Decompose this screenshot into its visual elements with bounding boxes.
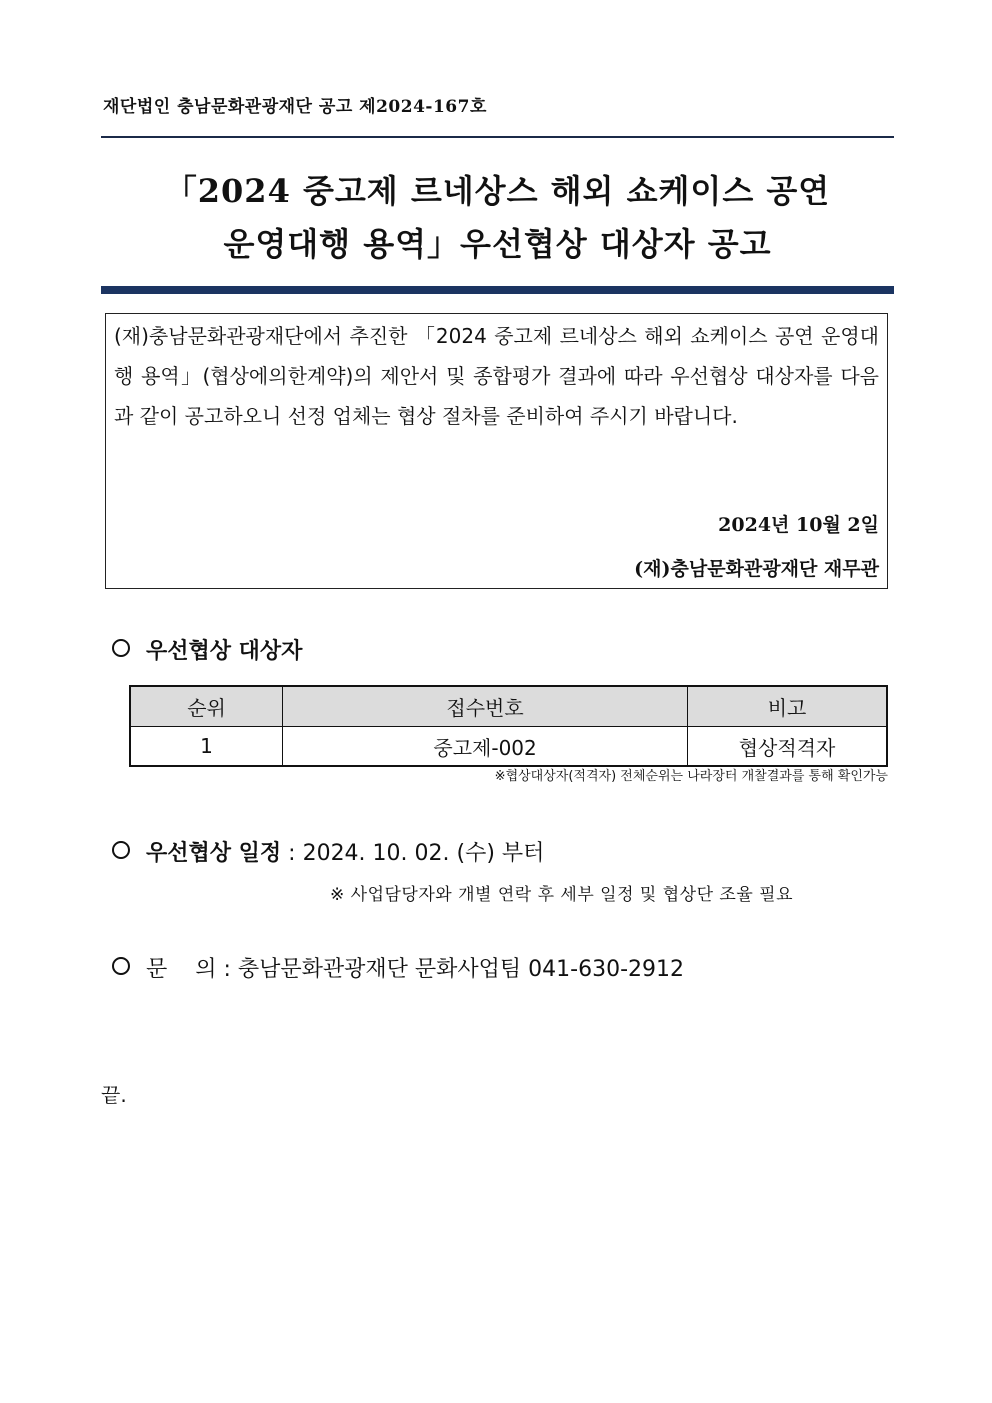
end-mark: 끝. — [101, 1083, 127, 1107]
document-title-line-1: 「2024 중고제 르네상스 해외 쇼케이스 공연 — [164, 172, 831, 210]
column-header-rank: 순위 — [130, 686, 283, 727]
circle-bullet-icon — [112, 639, 130, 657]
cell-rank: 1 — [130, 727, 283, 767]
notice-number: 재단법인 충남문화관광재단 공고 제2024-167호 — [103, 97, 487, 117]
schedule-value: : 2024. 10. 02. (수) 부터 — [281, 841, 545, 866]
announcement-issuer: (재)충남문화관광재단 재무관 — [634, 558, 879, 580]
document-title-line-2: 운영대행 용역」우선협상 대상자 공고 — [223, 225, 772, 263]
circle-bullet-icon — [112, 841, 130, 859]
cell-receipt-no: 중고제-002 — [283, 727, 688, 767]
contact-value: : 충남문화관광재단 문화사업팀 041-630-2912 — [216, 957, 684, 982]
column-header-remark: 비고 — [688, 686, 887, 727]
announcement-body: (재)충남문화관광재단에서 추진한 「2024 중고제 르네상스 해외 쇼케이스 공연 운영대행 용역」(협상에의한계약)의 제안서 및 종합평가 결과에 따라 우선협상 대상자를 다음과 같이 공고하오니 선정 업체는 협상 절차를 준비하여 주시기 바랍니다. — [114, 324, 879, 428]
schedule-label: 우선협상 일정 — [146, 841, 282, 866]
table-row — [130, 727, 887, 767]
section-contact — [112, 952, 684, 983]
section-heading: 우선협상 대상자 — [146, 639, 303, 664]
target-table — [129, 685, 888, 767]
table-note: ※협상대상자(적격자) 전체순위는 나라장터 개찰결과를 통해 확인가능 — [494, 769, 888, 784]
title-divider — [101, 286, 894, 294]
column-header-receipt-no: 접수번호 — [283, 686, 688, 727]
section-schedule — [112, 836, 544, 867]
schedule-note: ※ 사업담당자와 개별 연락 후 세부 일정 및 협상단 조율 필요 — [330, 885, 793, 905]
section-priority-target — [112, 634, 302, 665]
announcement-date: 2024년 10월 2일 — [718, 514, 879, 536]
announcement-box — [105, 313, 888, 589]
circle-bullet-icon — [112, 957, 130, 975]
cell-remark: 협상적격자 — [688, 727, 887, 767]
table-header-row — [130, 686, 887, 727]
contact-label: 문 의 — [146, 957, 217, 982]
header-divider — [101, 136, 894, 138]
